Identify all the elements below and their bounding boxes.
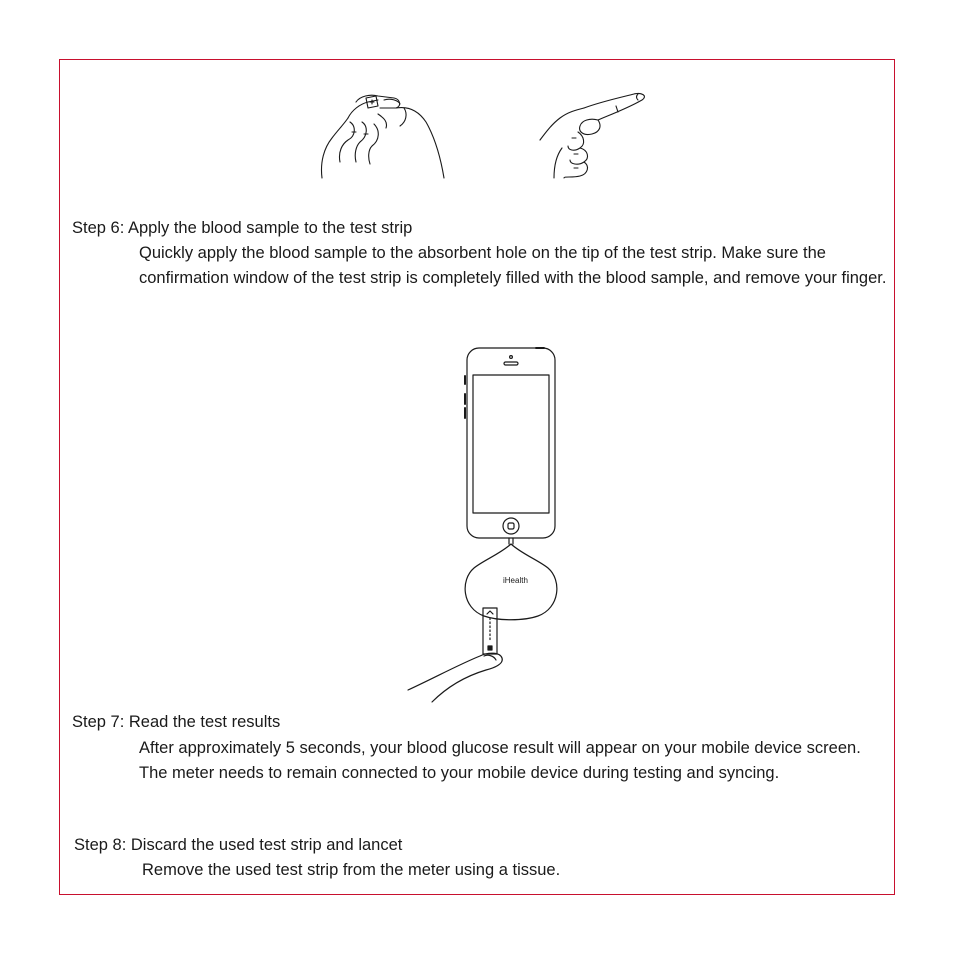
pointing-finger-illustration [538, 90, 650, 180]
phone-with-meter-illustration [404, 346, 564, 706]
step-7-body: After approximately 5 seconds, your blood glucose result will appear on your mobile device screen. The meter needs to remain connected to your mobile device during testing and syncing. [139, 739, 861, 782]
step-8-body: Remove the used test strip from the meter using a tissue. [142, 861, 561, 879]
step-6-title: Step 6: Apply the blood sample to the test strip [72, 219, 413, 237]
hands-lancing-illustration [318, 92, 448, 182]
step-6-body: Quickly apply the blood sample to the absorbent hole on the tip of the test strip. Make sure the confirmation window of the test strip is completely filled with the blood sample, and remove your finger. [139, 244, 887, 287]
step-7-title: Step 7: Read the test results [72, 713, 281, 731]
ihealth-logo-label: iHealth [503, 576, 528, 585]
step-8-title: Step 8: Discard the used test strip and lancet [74, 836, 403, 854]
